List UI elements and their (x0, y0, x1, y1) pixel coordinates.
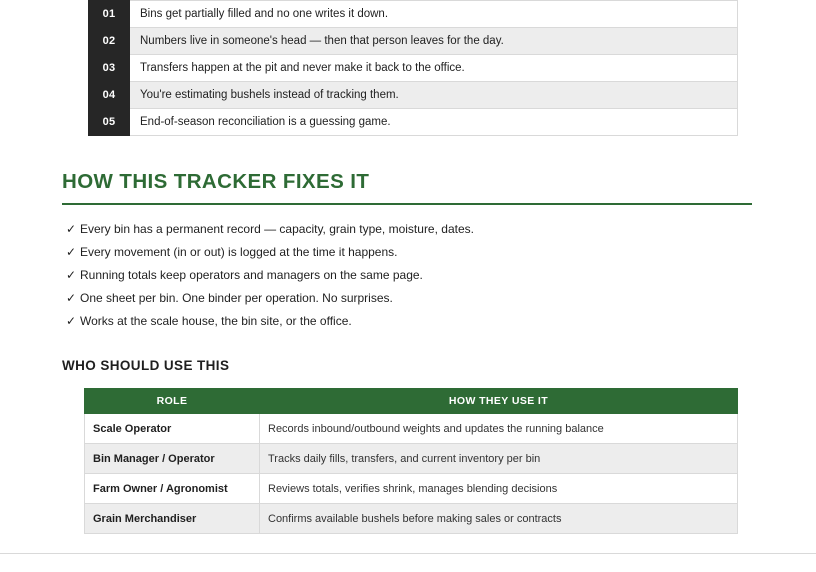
section-title: HOW THIS TRACKER FIXES IT (62, 170, 370, 193)
list-item-label: One sheet per bin. One binder per operation. No surprises. (80, 291, 393, 305)
problem-number: 04 (89, 82, 130, 109)
problem-text: Transfers happen at the pit and never make it back to the office. (130, 55, 738, 82)
problem-number: 03 (89, 55, 130, 82)
role-name: Scale Operator (85, 414, 260, 444)
list-item (66, 218, 766, 241)
audience-heading: WHO SHOULD USE THIS (62, 358, 230, 373)
fixes-section-header (62, 170, 752, 205)
table-row (85, 504, 738, 534)
check-icon: ✓ (66, 222, 77, 236)
problem-text: End-of-season reconciliation is a guessing game. (130, 109, 738, 136)
column-header-role: ROLE (85, 389, 260, 414)
list-item (66, 287, 766, 310)
role-usage: Tracks daily fills, transfers, and current inventory per bin (260, 444, 738, 474)
list-item (66, 264, 766, 287)
fixes-list (66, 218, 766, 333)
list-item-label: Works at the scale house, the bin site, or the office. (80, 314, 352, 328)
problem-number: 02 (89, 28, 130, 55)
table-row (85, 444, 738, 474)
table-row (89, 55, 738, 82)
role-name: Grain Merchandiser (85, 504, 260, 534)
table-row (89, 82, 738, 109)
problems-table (88, 0, 738, 136)
audience-table (84, 388, 738, 534)
check-icon: ✓ (66, 245, 77, 259)
role-name: Farm Owner / Agronomist (85, 474, 260, 504)
table-row (89, 28, 738, 55)
problem-number: 01 (89, 1, 130, 28)
problem-number: 05 (89, 109, 130, 136)
role-usage: Records inbound/outbound weights and updates the running balance (260, 414, 738, 444)
list-item-label: Running totals keep operators and managers on the same page. (80, 268, 423, 282)
table-row (89, 1, 738, 28)
column-header-use: HOW THEY USE IT (260, 389, 738, 414)
table-header-row (85, 389, 738, 414)
check-icon: ✓ (66, 268, 77, 282)
problem-text: Bins get partially filled and no one writes it down. (130, 1, 738, 28)
table-row (85, 414, 738, 444)
role-name: Bin Manager / Operator (85, 444, 260, 474)
page-footer-divider (0, 553, 816, 554)
list-item-label: Every movement (in or out) is logged at the time it happens. (80, 245, 398, 259)
problem-text: Numbers live in someone's head — then that person leaves for the day. (130, 28, 738, 55)
list-item (66, 310, 766, 333)
table-row (89, 109, 738, 136)
list-item (66, 241, 766, 264)
table-row (85, 474, 738, 504)
check-icon: ✓ (66, 291, 77, 305)
role-usage: Reviews totals, verifies shrink, manages blending decisions (260, 474, 738, 504)
problem-text: You're estimating bushels instead of tracking them. (130, 82, 738, 109)
section-divider (62, 203, 752, 205)
role-usage: Confirms available bushels before making sales or contracts (260, 504, 738, 534)
list-item-label: Every bin has a permanent record — capacity, grain type, moisture, dates. (80, 222, 474, 236)
check-icon: ✓ (66, 314, 77, 328)
